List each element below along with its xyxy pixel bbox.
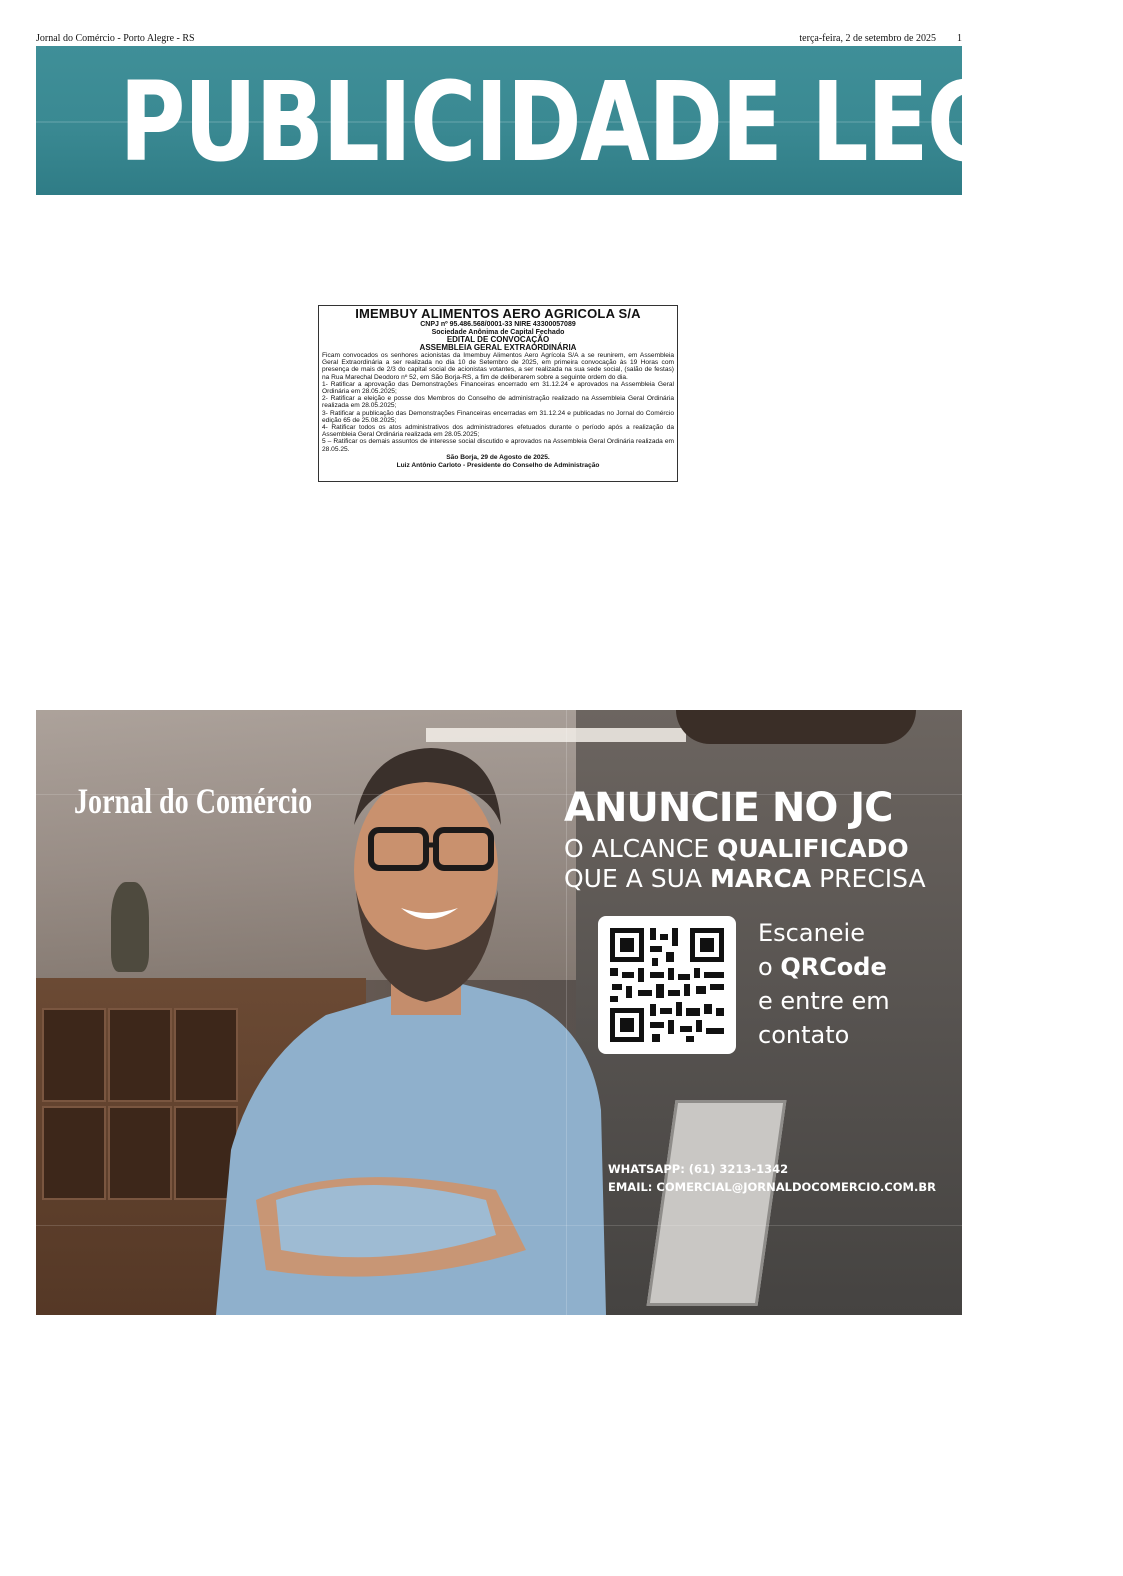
ad-subheadline-line2 <box>564 864 926 894</box>
page-header <box>36 33 962 47</box>
whatsapp-contact[interactable]: WHATSAPP: (61) 3213-1342 <box>608 1162 789 1176</box>
notice-company: IMEMBUY ALIMENTOS AERO AGRICOLA S/A <box>355 306 641 321</box>
vase <box>111 882 149 972</box>
issue-date: terça-feira, 2 de setembro de 2025 <box>799 33 936 44</box>
notice-signature: Luiz Antônio Carloto - Presidente do Conselho de Administração <box>396 461 600 469</box>
notice-item: 4- Ratificar todos os atos administrativos dos administradores efetuados durante o período após a realização da Assembleia Geral Ordinária realizada em 28.05.2025; <box>322 424 674 439</box>
shelf-cell <box>42 1008 106 1102</box>
scan-text: o <box>758 953 781 981</box>
pendant-lamp <box>676 710 916 744</box>
ad-headline: ANUNCIE NO JC <box>564 785 893 831</box>
newspaper-location: Jornal do Comércio - Porto Alegre - RS <box>36 33 195 44</box>
ad-subheadline-emphasis: MARCA <box>709 864 812 893</box>
ad-subheadline-text: PRECISA <box>811 864 926 893</box>
qr-code-icon <box>598 916 736 1054</box>
legal-notice <box>318 305 678 482</box>
notice-place-date: São Borja, 29 de Agosto de 2025. <box>446 453 550 461</box>
notice-item: 3- Ratificar a publicação das Demonstrações Financeiras encerradas em 31.12.24 e publicadas no Jornal do Comércio edição 65 de 25.08.2025; <box>322 409 674 424</box>
section-title: PUBLICIDADE LEGAL <box>119 58 1123 186</box>
section-banner <box>36 46 1123 195</box>
notice-item: 5 – Ratificar os demais assuntos de interesse social discutido e aprovados na Assembleia Geral Ordinária realizada em 28.05.25. <box>322 438 674 453</box>
guide-line <box>36 1225 962 1226</box>
scan-line: Escaneie <box>758 919 865 947</box>
shelf-cell <box>42 1106 106 1200</box>
shelf-cell <box>108 1106 172 1200</box>
ad-subheadline-emphasis: QUALIFICADO <box>717 834 909 863</box>
ad-contact <box>608 1160 936 1196</box>
scan-line: contato <box>758 1021 850 1049</box>
scan-emphasis: QRCode <box>780 953 887 981</box>
notice-assembly: ASSEMBLEIA GERAL EXTRAORDINÁRIA <box>419 343 577 352</box>
ad-subheadline-line1 <box>564 834 926 864</box>
page-number: 1 <box>957 33 962 44</box>
scan-instructions <box>758 916 890 1052</box>
jornal-do-comercio-logo: Jornal do Comércio <box>74 781 313 821</box>
notice-item: 2- Ratificar a eleição e posse dos Membros do Conselho de administração realizado na Assembleia Geral Ordinária realizada em 28.05.2025; <box>322 395 674 410</box>
notice-edital: EDITAL DE CONVOCAÇÃO <box>446 335 550 344</box>
notice-item: 1- Ratificar a aprovação das Demonstrações Financeiras encerrado em 31.12.24 e aprovados na Assembleia Geral Ordinária em 28.05.2025; <box>322 380 674 396</box>
qr-code[interactable] <box>598 916 736 1054</box>
shelf-cell <box>108 1008 172 1102</box>
ad-subheadline-text: O ALCANCE <box>564 834 718 863</box>
scan-line: e entre em <box>758 987 890 1015</box>
ad-subheadline <box>564 834 926 894</box>
jc-advertisement[interactable] <box>36 710 962 1315</box>
email-contact[interactable]: EMAIL: COMERCIAL@JORNALDOCOMERCIO.COM.BR <box>608 1180 936 1194</box>
scan-line <box>758 950 890 984</box>
notice-intro: Ficam convocados os senhores acionistas da Imembuy Alimentos Aero Agrícola S/A a se reunirem, em Assembleia Geral Extraordinária a ser realizada no dia 10 de Setembro de 2025, em primeira convocação às 19 Horas com presença de mais de 2/3 do capital social de acionistas votantes, a ser realizada na sua sede social, (salão de festas) na Rua Marechal Deodoro nº 52, em São Borja-RS, a fim de deliberarem sobre a seguinte ordem do dia. <box>322 352 674 381</box>
notice-cnpj: CNPJ nº 95.486.568/0001-33 NIRE 43300057089 <box>420 321 576 328</box>
ad-subheadline-text: QUE A SUA <box>564 864 710 893</box>
notice-company-type: Sociedade Anônima de Capital Fechado <box>431 328 565 336</box>
